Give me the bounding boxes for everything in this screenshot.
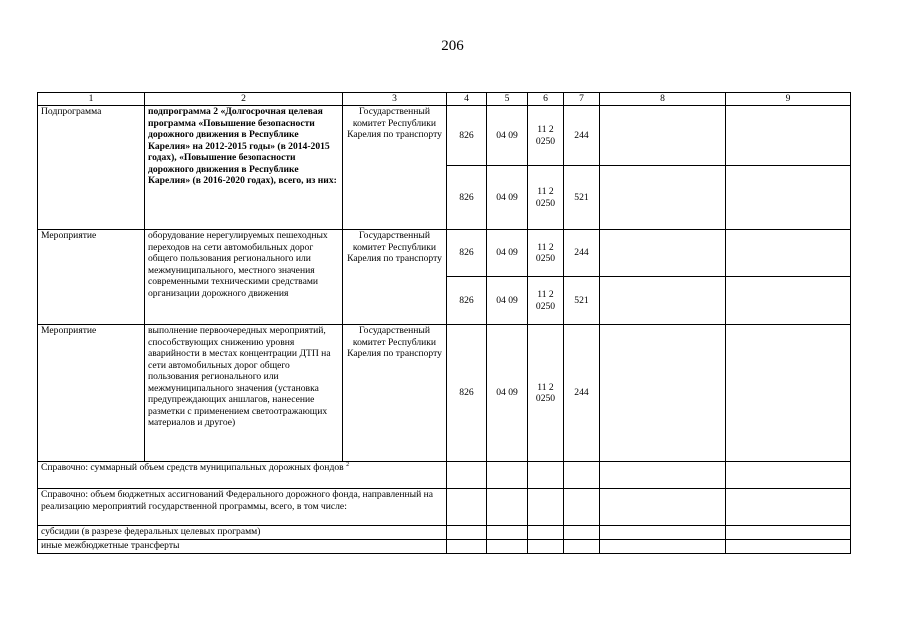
empty-cell	[726, 462, 851, 489]
vr-cell: 244	[564, 325, 600, 462]
status-cell: Подпрограмма	[38, 106, 145, 230]
note-cell: Справочно: объем бюджетных ассигнований Федерального дорожного фонда, направленный на реализацию мероприятий государственной программы, всего, в том числе:	[38, 489, 447, 526]
empty-cell	[600, 540, 726, 554]
empty-cell	[564, 540, 600, 554]
empty-cell	[726, 166, 851, 230]
empty-cell	[447, 462, 487, 489]
empty-cell	[564, 489, 600, 526]
table-row	[38, 230, 851, 277]
column-number: 7	[564, 93, 600, 106]
column-number: 3	[343, 93, 447, 106]
empty-cell	[600, 166, 726, 230]
municipal-funds-note: Справочно: суммарный объем средств муниципальных дорожных фондов	[41, 462, 344, 473]
empty-cell	[528, 526, 564, 540]
page-number: 206	[441, 38, 464, 54]
note-cell	[38, 462, 447, 489]
column-number: 9	[726, 93, 851, 106]
rzpr-cell: 04 09	[487, 230, 528, 277]
vr-cell: 521	[564, 277, 600, 325]
name-cell: подпрограмма 2 «Долгосрочная целевая программа «Повышение безопасности дорожного движения в Республике Карелия» на 2012-2015 годы» (в 2014-2015 годах), «Повышение безопасности дорожного движения в Республике Карелия» (в 2016-2020 годах), всего, из них:	[145, 106, 343, 230]
grbs-cell: 826	[447, 230, 487, 277]
executor-cell: Государственный комитет Республики Карелия по транспорту	[343, 106, 447, 230]
grbs-cell: 826	[447, 277, 487, 325]
empty-cell	[528, 462, 564, 489]
empty-cell	[528, 489, 564, 526]
empty-cell	[600, 526, 726, 540]
rzpr-cell: 04 09	[487, 166, 528, 230]
name-cell: оборудование нерегулируемых пешеходных переходов на сети автомобильных дорог общего пользования регионального или межмуниципального, местного значения современными техническими средствами организации дорожного движения	[145, 230, 343, 325]
empty-cell	[487, 526, 528, 540]
table-row	[38, 526, 851, 540]
empty-cell	[726, 277, 851, 325]
empty-cell	[726, 540, 851, 554]
column-number: 5	[487, 93, 528, 106]
table-row	[38, 462, 851, 489]
table-row	[38, 325, 851, 462]
empty-cell	[600, 325, 726, 462]
empty-cell	[528, 540, 564, 554]
empty-cell	[447, 526, 487, 540]
footnote-mark: 2	[346, 461, 350, 468]
empty-cell	[726, 106, 851, 166]
vr-cell: 244	[564, 230, 600, 277]
empty-cell	[726, 526, 851, 540]
csr-cell: 11 2 0250	[528, 106, 564, 166]
note-cell: субсидии (в разрезе федеральных целевых программ)	[38, 526, 447, 540]
table-row	[38, 540, 851, 554]
status-cell: Мероприятие	[38, 230, 145, 325]
executor-cell: Государственный комитет Республики Карелия по транспорту	[343, 325, 447, 462]
csr-cell: 11 2 0250	[528, 166, 564, 230]
csr-cell: 11 2 0250	[528, 325, 564, 462]
column-number: 1	[38, 93, 145, 106]
empty-cell	[600, 462, 726, 489]
column-number: 8	[600, 93, 726, 106]
empty-cell	[726, 489, 851, 526]
column-number: 4	[447, 93, 487, 106]
empty-cell	[600, 489, 726, 526]
status-cell: Мероприятие	[38, 325, 145, 462]
rzpr-cell: 04 09	[487, 277, 528, 325]
empty-cell	[726, 325, 851, 462]
empty-cell	[600, 230, 726, 277]
grbs-cell: 826	[447, 325, 487, 462]
executor-cell: Государственный комитет Республики Карелия по транспорту	[343, 230, 447, 325]
empty-cell	[487, 540, 528, 554]
vr-cell: 244	[564, 106, 600, 166]
empty-cell	[564, 526, 600, 540]
table-row	[38, 106, 851, 166]
vr-cell: 521	[564, 166, 600, 230]
empty-cell	[447, 489, 487, 526]
empty-cell	[487, 489, 528, 526]
grbs-cell: 826	[447, 106, 487, 166]
name-cell: выполнение первоочередных мероприятий, способствующих снижению уровня аварийности в местах концентрации ДТП на сети автомобильных дорог общего пользования регионального или межмуниципального значения (установка предупреждающих аншлагов, нанесение разметки с применением светоотражающих материалов и другое)	[145, 325, 343, 462]
empty-cell	[564, 462, 600, 489]
empty-cell	[600, 277, 726, 325]
grbs-cell: 826	[447, 166, 487, 230]
empty-cell	[447, 540, 487, 554]
rzpr-cell: 04 09	[487, 325, 528, 462]
budget-table	[37, 92, 851, 554]
rzpr-cell: 04 09	[487, 106, 528, 166]
csr-cell: 11 2 0250	[528, 230, 564, 277]
empty-cell	[487, 462, 528, 489]
table-row	[38, 489, 851, 526]
column-number: 2	[145, 93, 343, 106]
column-number-row	[38, 93, 851, 106]
empty-cell	[726, 230, 851, 277]
note-cell: иные межбюджетные трансферты	[38, 540, 447, 554]
empty-cell	[600, 106, 726, 166]
column-number: 6	[528, 93, 564, 106]
csr-cell: 11 2 0250	[528, 277, 564, 325]
